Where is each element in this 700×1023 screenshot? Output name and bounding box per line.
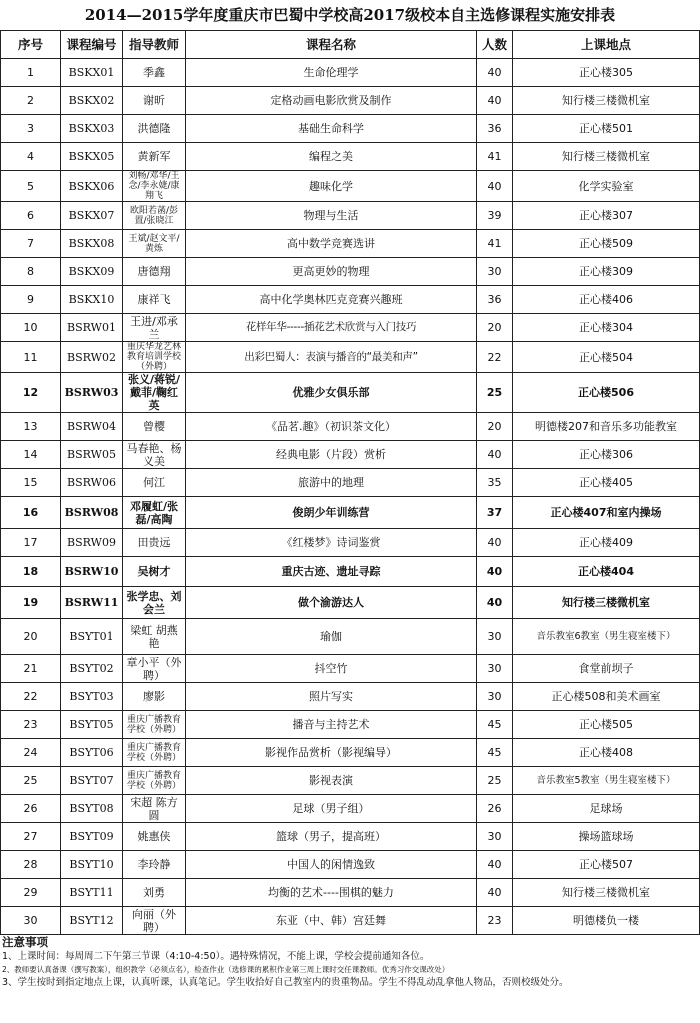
course-code: BSYT02	[61, 655, 123, 683]
course-name: 经典电影（片段）赏析	[186, 441, 477, 469]
row-number: 1	[1, 59, 61, 87]
location: 正心楼406	[513, 286, 700, 314]
table-row	[1, 87, 700, 115]
row-number: 23	[1, 711, 61, 739]
student-count: 37	[477, 497, 513, 529]
student-count: 40	[477, 59, 513, 87]
row-number: 24	[1, 739, 61, 767]
course-name: 俊朗少年训练营	[186, 497, 477, 529]
course-code: BSKX01	[61, 59, 123, 87]
student-count: 45	[477, 711, 513, 739]
course-code: BSKX08	[61, 230, 123, 258]
teacher-name: 廖影	[123, 683, 186, 711]
teacher-name: 重庆广播教育学校（外聘）	[123, 711, 186, 739]
location: 明德楼负一楼	[513, 907, 700, 935]
location: 正心楼405	[513, 469, 700, 497]
table-row	[1, 413, 700, 441]
course-name: 影视作品赏析（影视编导）	[186, 739, 477, 767]
location: 明德楼207和音乐多功能教室	[513, 413, 700, 441]
location: 正心楼508和美术画室	[513, 683, 700, 711]
table-row	[1, 587, 700, 619]
location: 正心楼509	[513, 230, 700, 258]
location: 正心楼409	[513, 529, 700, 557]
course-code: BSYT08	[61, 795, 123, 823]
teacher-name: 谢昕	[123, 87, 186, 115]
location: 正心楼505	[513, 711, 700, 739]
course-name: 《红楼梦》诗词鉴赏	[186, 529, 477, 557]
table-row	[1, 683, 700, 711]
course-code: BSYT09	[61, 823, 123, 851]
student-count: 20	[477, 413, 513, 441]
student-count: 35	[477, 469, 513, 497]
table-row	[1, 202, 700, 230]
table-row	[1, 907, 700, 935]
student-count: 39	[477, 202, 513, 230]
course-code: BSRW06	[61, 469, 123, 497]
header-course: 课程名称	[186, 31, 477, 59]
student-count: 30	[477, 258, 513, 286]
location: 正心楼307	[513, 202, 700, 230]
row-number: 14	[1, 441, 61, 469]
row-number: 2	[1, 87, 61, 115]
location: 正心楼408	[513, 739, 700, 767]
location: 正心楼504	[513, 342, 700, 373]
student-count: 40	[477, 529, 513, 557]
header-count: 人数	[477, 31, 513, 59]
table-row	[1, 619, 700, 655]
course-name: 《品茗.趣》（初识茶文化）	[186, 413, 477, 441]
row-number: 19	[1, 587, 61, 619]
row-number: 8	[1, 258, 61, 286]
teacher-name: 欧阳若菡/彭置/张晓江	[123, 202, 186, 230]
table-row	[1, 342, 700, 373]
row-number: 26	[1, 795, 61, 823]
location: 足球场	[513, 795, 700, 823]
course-code: BSRW03	[61, 373, 123, 413]
course-code: BSYT06	[61, 739, 123, 767]
row-number: 27	[1, 823, 61, 851]
table-row	[1, 286, 700, 314]
teacher-name: 重庆广播教育学校（外聘）	[123, 767, 186, 795]
teacher-name: 章小平（外聘）	[123, 655, 186, 683]
row-number: 30	[1, 907, 61, 935]
student-count: 30	[477, 619, 513, 655]
table-row	[1, 314, 700, 342]
table-row	[1, 143, 700, 171]
course-code: BSYT10	[61, 851, 123, 879]
table-row	[1, 711, 700, 739]
location: 正心楼309	[513, 258, 700, 286]
student-count: 45	[477, 739, 513, 767]
location: 音乐教室5教室（男生寝室楼下）	[513, 767, 700, 795]
table-row	[1, 739, 700, 767]
row-number: 20	[1, 619, 61, 655]
course-name: 花样年华-----插花艺术欣赏与入门技巧	[186, 314, 477, 342]
student-count: 36	[477, 286, 513, 314]
table-row	[1, 115, 700, 143]
header-no: 序号	[1, 31, 61, 59]
student-count: 40	[477, 557, 513, 587]
course-code: BSRW11	[61, 587, 123, 619]
student-count: 41	[477, 143, 513, 171]
course-name: 均衡的艺术----围棋的魅力	[186, 879, 477, 907]
course-name: 更高更妙的物理	[186, 258, 477, 286]
teacher-name: 田贵远	[123, 529, 186, 557]
row-number: 5	[1, 171, 61, 202]
course-code: BSKX02	[61, 87, 123, 115]
note-line: 1、上课时间：每周周二下午第三节课（4:10-4:50）。遇特殊情况，不能上课，学校会提前通知各位。	[2, 951, 430, 962]
course-code: BSYT01	[61, 619, 123, 655]
course-name: 基础生命科学	[186, 115, 477, 143]
location: 食堂前坝子	[513, 655, 700, 683]
course-name: 中国人的闲情逸致	[186, 851, 477, 879]
course-name: 照片写实	[186, 683, 477, 711]
row-number: 18	[1, 557, 61, 587]
student-count: 25	[477, 373, 513, 413]
location: 知行楼三楼微机室	[513, 879, 700, 907]
teacher-name: 重庆华龙艺林教育培训学校（外聘）	[123, 342, 186, 373]
teacher-name: 张义/蒋锐/戴菲/鞠红英	[123, 373, 186, 413]
location: 知行楼三楼微机室	[513, 143, 700, 171]
course-code: BSKX03	[61, 115, 123, 143]
schedule-table	[0, 30, 700, 935]
student-count: 40	[477, 851, 513, 879]
student-count: 40	[477, 441, 513, 469]
teacher-name: 康祥飞	[123, 286, 186, 314]
row-number: 13	[1, 413, 61, 441]
table-row	[1, 373, 700, 413]
course-code: BSYT11	[61, 879, 123, 907]
teacher-name: 李玲静	[123, 851, 186, 879]
row-number: 17	[1, 529, 61, 557]
student-count: 22	[477, 342, 513, 373]
table-body	[1, 59, 700, 935]
table-row	[1, 258, 700, 286]
location: 正心楼501	[513, 115, 700, 143]
row-number: 3	[1, 115, 61, 143]
course-code: BSRW05	[61, 441, 123, 469]
teacher-name: 刘畅/邓华/王念/李永婕/康翔飞	[123, 171, 186, 202]
course-code: BSRW08	[61, 497, 123, 529]
student-count: 41	[477, 230, 513, 258]
table-row	[1, 823, 700, 851]
student-count: 30	[477, 683, 513, 711]
table-row	[1, 557, 700, 587]
course-code: BSYT05	[61, 711, 123, 739]
table-row	[1, 795, 700, 823]
row-number: 28	[1, 851, 61, 879]
course-name: 播音与主持艺术	[186, 711, 477, 739]
course-code: BSYT12	[61, 907, 123, 935]
course-name: 高中数学竞赛选讲	[186, 230, 477, 258]
location: 正心楼407和室内操场	[513, 497, 700, 529]
header-location: 上课地点	[513, 31, 700, 59]
table-row	[1, 171, 700, 202]
course-code: BSKX10	[61, 286, 123, 314]
course-name: 物理与生活	[186, 202, 477, 230]
table-row	[1, 529, 700, 557]
course-code: BSKX09	[61, 258, 123, 286]
course-name: 编程之美	[186, 143, 477, 171]
teacher-name: 王进/邓承兰	[123, 314, 186, 342]
teacher-name: 宋超 陈方圆	[123, 795, 186, 823]
location: 正心楼305	[513, 59, 700, 87]
location: 正心楼306	[513, 441, 700, 469]
row-number: 29	[1, 879, 61, 907]
course-name: 东亚（中、韩）宫廷舞	[186, 907, 477, 935]
course-name: 抖空竹	[186, 655, 477, 683]
teacher-name: 梁虹 胡燕艳	[123, 619, 186, 655]
table-row	[1, 230, 700, 258]
course-name: 旅游中的地理	[186, 469, 477, 497]
note-line: 2、教师要认真备课（撰写教案），组织教学（必须点名），检查作业（选修课的累积作业第三周上课时交任课教师。优秀习作交课改处）	[2, 965, 450, 974]
teacher-name: 唐德翔	[123, 258, 186, 286]
student-count: 36	[477, 115, 513, 143]
row-number: 9	[1, 286, 61, 314]
course-name: 高中化学奥林匹克竞赛兴趣班	[186, 286, 477, 314]
location: 正心楼506	[513, 373, 700, 413]
teacher-name: 刘勇	[123, 879, 186, 907]
table-row	[1, 851, 700, 879]
table-row	[1, 879, 700, 907]
row-number: 7	[1, 230, 61, 258]
teacher-name: 姚惠侠	[123, 823, 186, 851]
row-number: 11	[1, 342, 61, 373]
teacher-name: 张学忠、刘会兰	[123, 587, 186, 619]
course-name: 定格动画电影欣赏及制作	[186, 87, 477, 115]
row-number: 22	[1, 683, 61, 711]
student-count: 30	[477, 823, 513, 851]
location: 音乐教室6教室（男生寝室楼下）	[513, 619, 700, 655]
teacher-name: 曾樱	[123, 413, 186, 441]
notes-section	[0, 935, 700, 989]
student-count: 40	[477, 879, 513, 907]
student-count: 23	[477, 907, 513, 935]
course-name: 做个渝游达人	[186, 587, 477, 619]
course-code: BSRW09	[61, 529, 123, 557]
student-count: 40	[477, 587, 513, 619]
course-name: 趣味化学	[186, 171, 477, 202]
student-count: 25	[477, 767, 513, 795]
teacher-name: 洪德隆	[123, 115, 186, 143]
note-line: 3、学生按时到指定地点上课，认真听课，认真笔记。学生收拾好自己教室内的贵重物品。学生不得乱动乱拿他人物品，否则校级处分。	[2, 977, 569, 988]
table-row	[1, 767, 700, 795]
teacher-name: 邓履虹/张磊/高陶	[123, 497, 186, 529]
table-row	[1, 59, 700, 87]
course-name: 生命伦理学	[186, 59, 477, 87]
student-count: 20	[477, 314, 513, 342]
teacher-name: 季鑫	[123, 59, 186, 87]
student-count: 40	[477, 171, 513, 202]
row-number: 15	[1, 469, 61, 497]
teacher-name: 王斌/赵文平/黄炼	[123, 230, 186, 258]
student-count: 40	[477, 87, 513, 115]
row-number: 12	[1, 373, 61, 413]
location: 正心楼404	[513, 557, 700, 587]
row-number: 16	[1, 497, 61, 529]
course-code: BSRW04	[61, 413, 123, 441]
row-number: 21	[1, 655, 61, 683]
course-name: 出彩巴蜀人：表演与播音的“最美和声”	[186, 342, 477, 373]
course-code: BSRW02	[61, 342, 123, 373]
table-row	[1, 469, 700, 497]
row-number: 4	[1, 143, 61, 171]
row-number: 6	[1, 202, 61, 230]
row-number: 25	[1, 767, 61, 795]
course-name: 篮球（男子，提高班）	[186, 823, 477, 851]
header-teacher: 指导教师	[123, 31, 186, 59]
teacher-name: 黄新军	[123, 143, 186, 171]
course-code: BSRW01	[61, 314, 123, 342]
teacher-name: 马春艳、杨义美	[123, 441, 186, 469]
course-name: 优雅少女俱乐部	[186, 373, 477, 413]
course-name: 影视表演	[186, 767, 477, 795]
course-code: BSRW10	[61, 557, 123, 587]
teacher-name: 吴树才	[123, 557, 186, 587]
table-row	[1, 441, 700, 469]
table-header-row	[1, 31, 700, 59]
location: 操场篮球场	[513, 823, 700, 851]
course-code: BSKX05	[61, 143, 123, 171]
course-name: 足球（男子组）	[186, 795, 477, 823]
location: 知行楼三楼微机室	[513, 587, 700, 619]
course-code: BSYT07	[61, 767, 123, 795]
course-code: BSKX07	[61, 202, 123, 230]
location: 正心楼507	[513, 851, 700, 879]
teacher-name: 向丽（外聘）	[123, 907, 186, 935]
course-code: BSKX06	[61, 171, 123, 202]
course-name: 重庆古迹、遗址寻踪	[186, 557, 477, 587]
course-name: 瑜伽	[186, 619, 477, 655]
student-count: 26	[477, 795, 513, 823]
table-row	[1, 497, 700, 529]
location: 化学实验室	[513, 171, 700, 202]
student-count: 30	[477, 655, 513, 683]
teacher-name: 何江	[123, 469, 186, 497]
location: 知行楼三楼微机室	[513, 87, 700, 115]
row-number: 10	[1, 314, 61, 342]
table-row	[1, 655, 700, 683]
header-code: 课程编号	[61, 31, 123, 59]
course-code: BSYT03	[61, 683, 123, 711]
location: 正心楼304	[513, 314, 700, 342]
teacher-name: 重庆广播教育学校（外聘）	[123, 739, 186, 767]
page-title: 2014—2015学年度重庆市巴蜀中学校高2017级校本自主选修课程实施安排表	[84, 6, 616, 24]
notes-title: 注意事项	[2, 935, 48, 949]
